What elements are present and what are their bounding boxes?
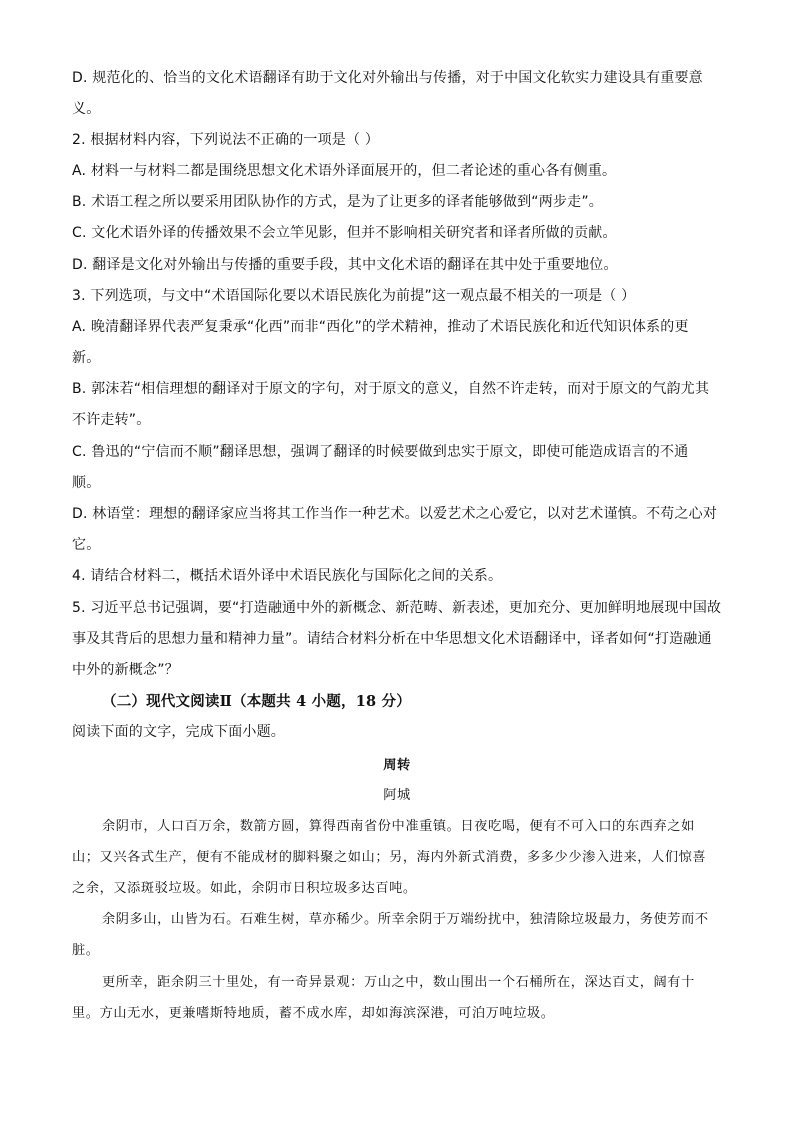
passage-paragraph: 山；又兴各式生产，便有不能成材的脚料聚之如山；另，海内外新式消费，多多少少渗入进来，人们惊喜 [72,850,707,865]
passage-paragraph: 里。方山无水，更兼嗜斯特地质，蓄不成水库，却如海滨深港，可泊万吨垃圾。 [72,1006,555,1021]
q3-option-b-cont: 不许走转”。 [72,412,151,428]
question-5-cont2: 中外的新概念”？ [72,662,179,678]
q3-option-c: C. 鲁迅的“宁信而不顺”翻译思想，强调了翻译的时候要做到忠实于原文，即使可能造成语言的不通 [72,444,689,460]
passage-paragraph: 之余，又添斑驳垃圾。如此，余阴市日积垃圾多达百吨。 [72,881,417,896]
question-4: 4. 请结合材料二，概括术语外译中术语民族化与国际化之间的关系。 [72,568,503,584]
q3-option-c-cont: 顺。 [72,475,101,491]
option-d-line-cont: 义。 [72,101,101,117]
question-5-cont: 事及其背后的思想力量和精神力量”。请结合材料分析在中华思想文化术语翻译中，译者如何“打造融通 [72,631,712,647]
option-d-line: D. 规范化的、恰当的文化术语翻译有助于文化对外输出与传播，对于中国文化软实力建设具有重要意 [72,70,703,86]
q3-option-a-cont: 新。 [72,350,101,366]
q2-option-d: D. 翻译是文化对外输出与传播的重要手段，其中文化术语的翻译在其中处于重要地位。 [72,257,618,273]
q3-option-b: B. 郭沫若“相信理想的翻译对于原文的字句，对于原文的意义，自然不许走转，而对于原文的气韵尤其 [72,381,710,397]
passage-paragraph: 余阴多山，山皆为石。石难生树，草亦稀少。所幸余阴于万端纷扰中，独清除垃圾最力，务使芳而不 [102,912,709,927]
passage-paragraph: 更所幸，距余阴三十里处，有一奇异景观：万山之中，数山围出一个石桶所在，深达百丈，阔有十 [102,975,695,990]
question-5: 5. 习近平总书记强调，要“打造融通中外的新概念、新范畴、新表述，更加充分、更加鲜明地展现中国故 [72,600,722,616]
q3-option-d: D. 林语堂：理想的翻译家应当将其工作当作一种艺术。以爱艺术之心爱它，以对艺术谨慎。不苟之心对 [72,506,718,522]
passage-paragraph: 脏。 [72,943,100,958]
q3-option-a: A. 晚清翻译界代表严复秉承“化西”而非“西化”的学术精神，推动了术语民族化和近代知识体系的更 [72,319,689,335]
question-2: 2. 根据材料内容，下列说法不正确的一项是（ ） [72,132,380,148]
q3-option-d-cont: 它。 [72,537,101,553]
q2-option-b: B. 术语工程之所以要采用团队协作的方式，是为了让更多的译者能够做到“两步走”。 [72,194,604,210]
reading-instruction: 阅读下面的文字，完成下面小题。 [72,724,285,740]
passage-title: 周转 [383,758,411,773]
passage-paragraph: 余阴市，人口百万余，数箭方圆，算得西南省份中准重镇。日夜吃喝，便有不可入口的东西弃之如 [102,819,695,834]
section-heading: （二）现代文阅读Ⅱ（本题共 4 小题，18 分） [102,693,411,710]
q2-option-a: A. 材料一与材料二都是围绕思想文化术语外译面展开的，但二者论述的重心各有侧重。 [72,163,617,179]
passage-author: 阿城 [383,788,411,803]
q2-option-c: C. 文化术语外译的传播效果不会立竿见影，但并不影响相关研究者和译者所做的贡献。 [72,225,617,241]
question-3: 3. 下列选项，与文中“术语国际化要以术语民族化为前提”这一观点最不相关的一项是（ ） [72,288,636,304]
